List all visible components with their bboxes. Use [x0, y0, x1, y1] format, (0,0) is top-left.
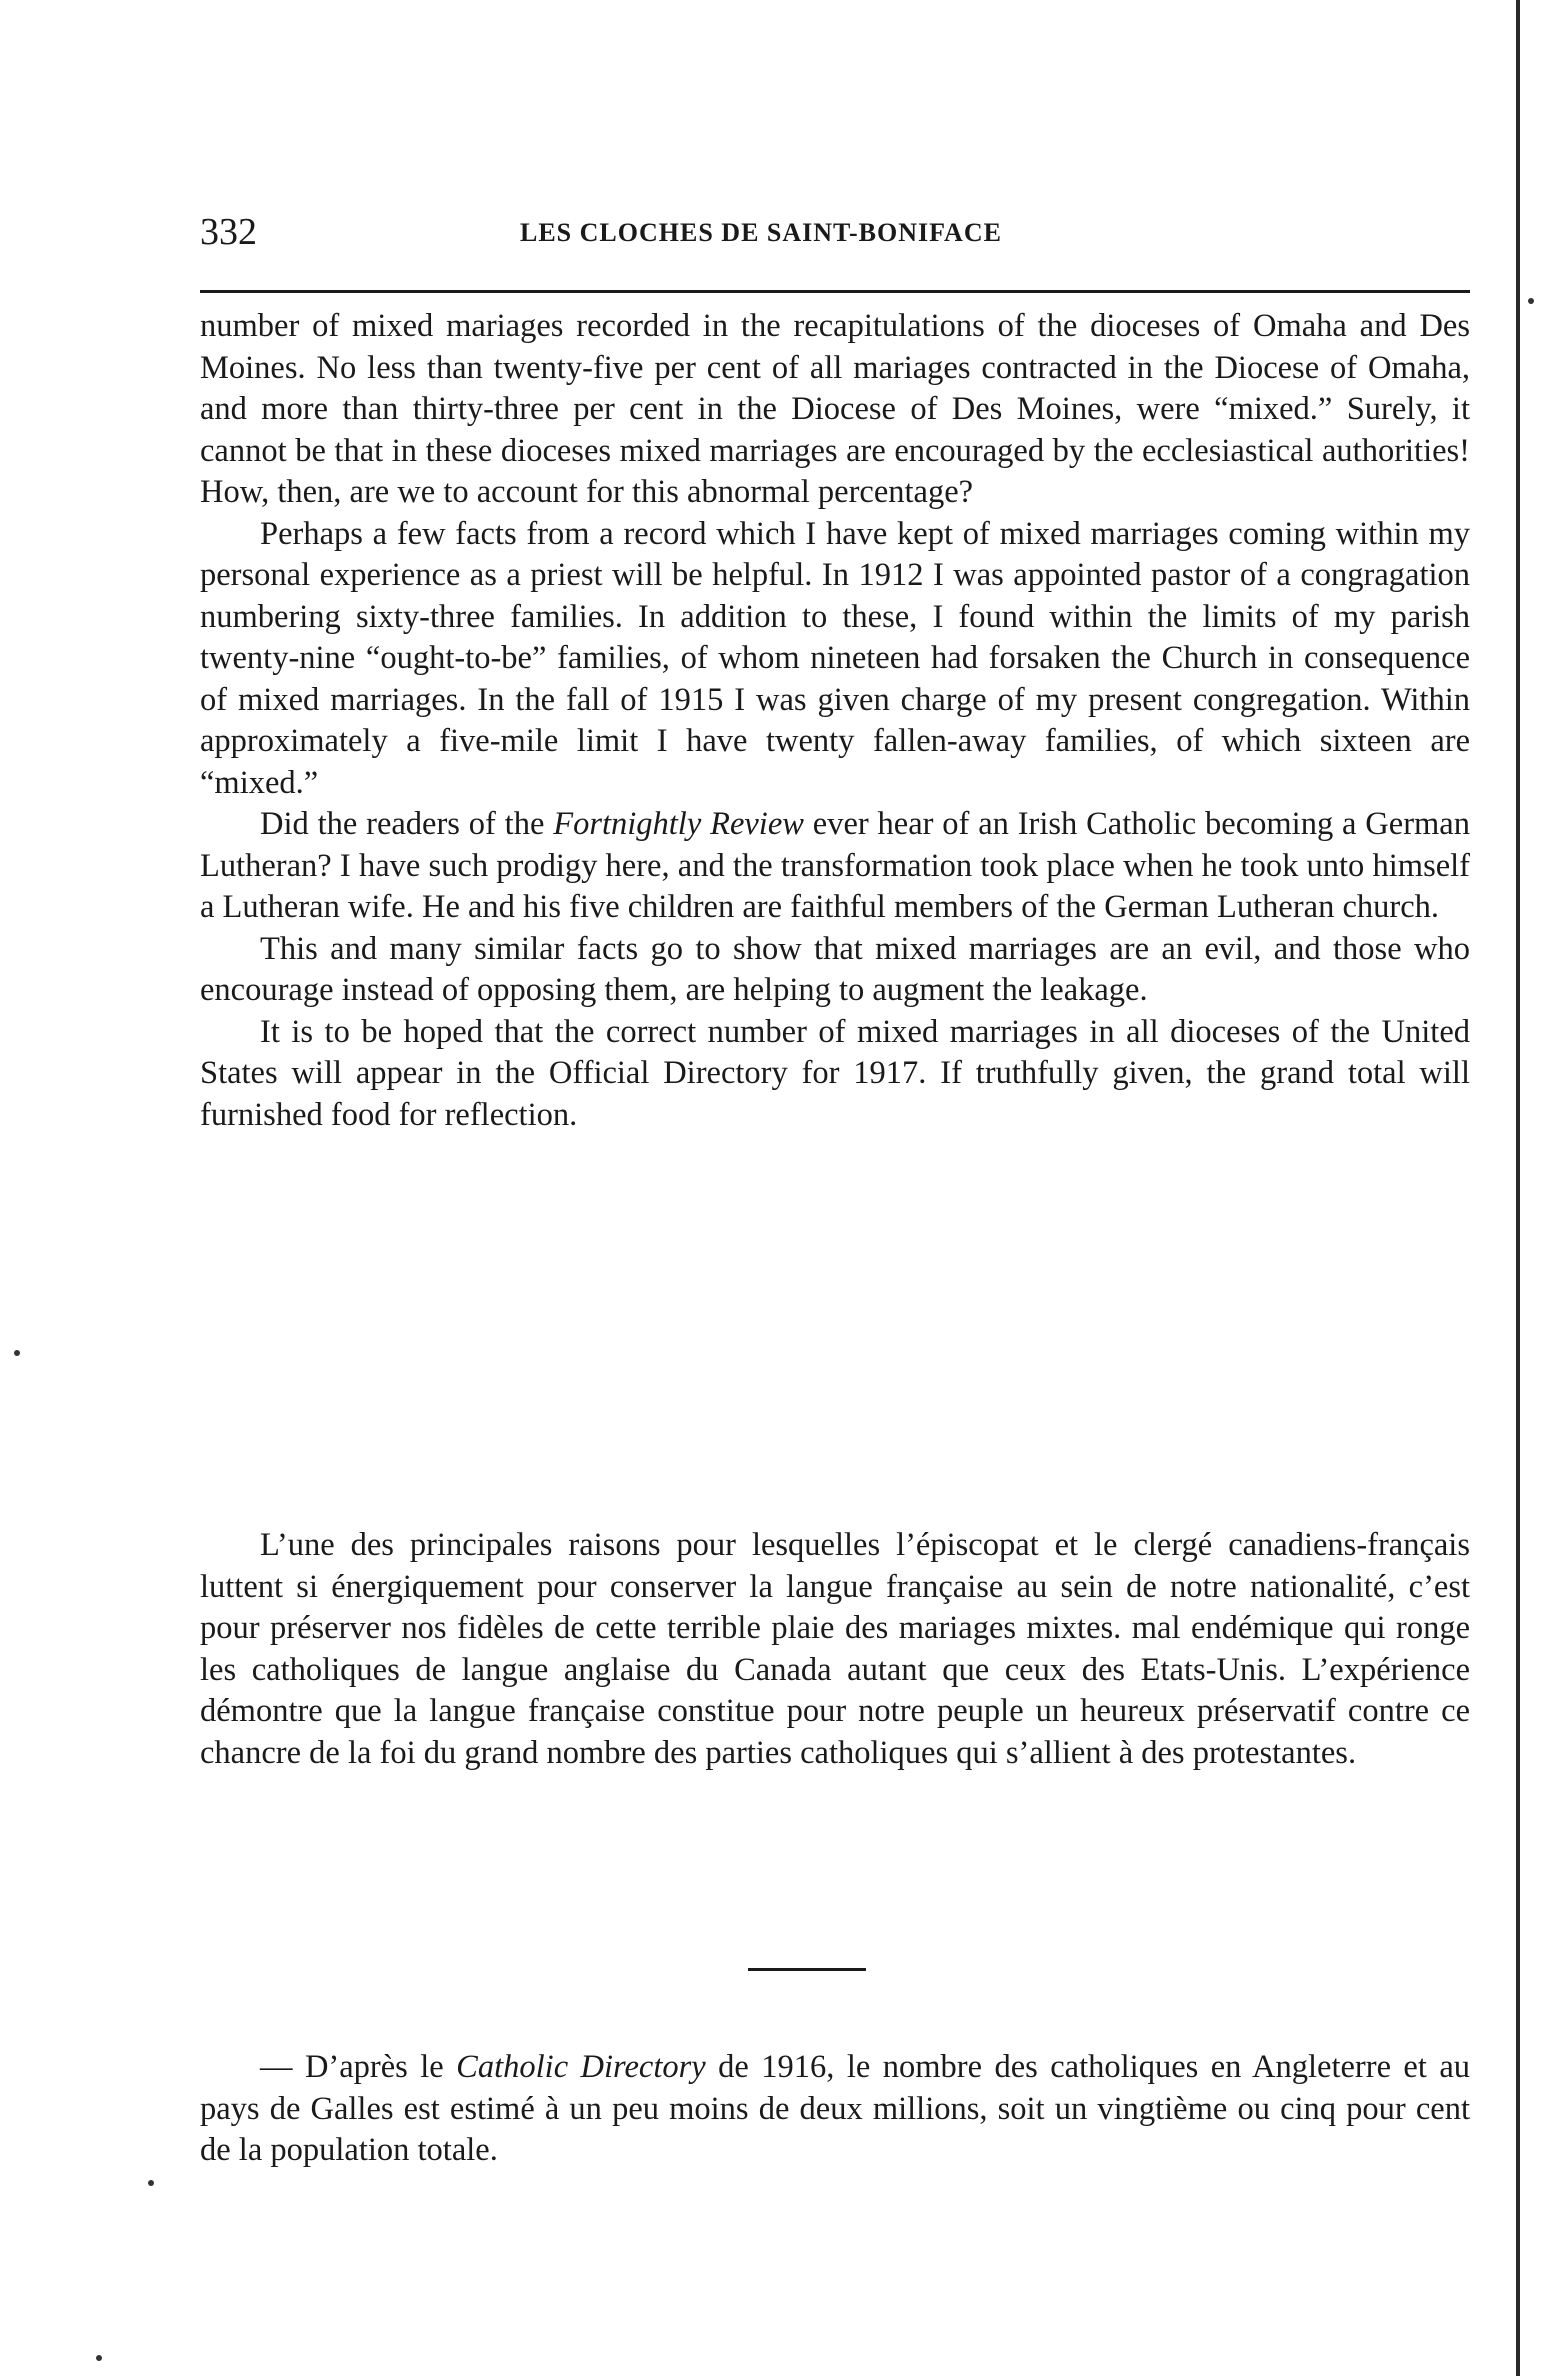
- paragraph-irish-catholic: [200, 804, 1470, 929]
- page-number: 332: [200, 211, 257, 253]
- print-speck: [1528, 298, 1534, 304]
- header-rule: [200, 290, 1470, 293]
- paragraph-personal-record: Perhaps a few facts from a record which I have kept of mixed marriages coming within my personal experience as a priest will be helpful. In 1912 I was appointed pastor of a congragation numbering sixty-three families. In addition to these, I found within the limits of my parish twenty-nine “ought-to-be” families, of whom nineteen had forsaken the Church in consequence of mixed marriages. In the fall of 1915 I was given charge of my present congregation. Within approximately a five-mile limit I have twenty fallen-away families, of which sixteen are “mixed.”: [200, 515, 1470, 801]
- running-head: [200, 210, 1500, 270]
- paragraph-continued: number of mixed mariages recorded in the recapitulations of the dioceses of Omaha and Des Moines. No less than twenty-five per cent of all mariages contracted in the Diocese of Omaha, and more than thirty-three per cent in the Diocese of Des Moines, were “mixed.” Surely, it cannot be that in these dioceses mixed marriages are encouraged by the ecclesiastical authorities! How, then, are we to account for this abnormal percentage?: [200, 308, 1470, 510]
- print-speck: [14, 1350, 20, 1356]
- journal-title: LES CLOCHES DE SAINT-BONIFACE: [520, 218, 1002, 247]
- section-divider: [748, 1968, 866, 1971]
- paragraph-directory: It is to be hoped that the correct number of mixed marriages in all dioceses of the United States will appear in the Official Directory for 1917. If truthfully given, the grand total will furnished food for reflection.: [200, 1013, 1470, 1133]
- print-speck: [148, 2180, 154, 2186]
- news-note: [200, 2047, 1470, 2172]
- paragraph-evil: This and many similar facts go to show that mixed marriages are an evil, and those who encourage instead of opposing them, are helping to augment the leakage.: [200, 930, 1470, 1008]
- paragraph-french: L’une des principales raisons pour lesquelles l’épiscopat et le clergé canadiens-français luttent si énergiquement pour conserver la langue française au sein de notre nationalité, c’est pour préserver nos fidèles de cette terrible plaie des mariages mixtes. mal endémique qui ronge les catholiques de langue anglaise du Canada autant que ceux des Etats-Unis. L’expérience démontre que la langue française constitue pour notre peuple un heureux préservatif contre ce chancre de la foi du grand nombre des parties catholiques qui s’allient à des protestantes.: [200, 1527, 1470, 1771]
- note-text: — D’après le: [260, 2049, 457, 2085]
- publication-title: Fortnightly Review: [553, 806, 804, 842]
- english-article: [200, 306, 1470, 1136]
- note-text: de 1916, le nombre des catholiques en Angleterre et au pays de Galles est estimé à un peu moins de deux millions, soit un vingtième ou cinq pour cent de la population totale.: [200, 2049, 1471, 2168]
- publication-title: Catholic Directory: [456, 2049, 706, 2085]
- print-speck: [96, 2355, 102, 2361]
- paragraph-text: ever hear of an Irish Catholic becoming a German Lutheran? I have such prodigy here, and the transformation took place when he took unto himself a Lutheran wife. He and his five children are faithful members of the German Lutheran church.: [200, 806, 1470, 925]
- paragraph-text: Did the readers of the: [260, 806, 554, 842]
- page-edge-line: [1516, 0, 1520, 2376]
- paragraph-note: [200, 2047, 1470, 2172]
- french-commentary: [200, 1525, 1470, 1774]
